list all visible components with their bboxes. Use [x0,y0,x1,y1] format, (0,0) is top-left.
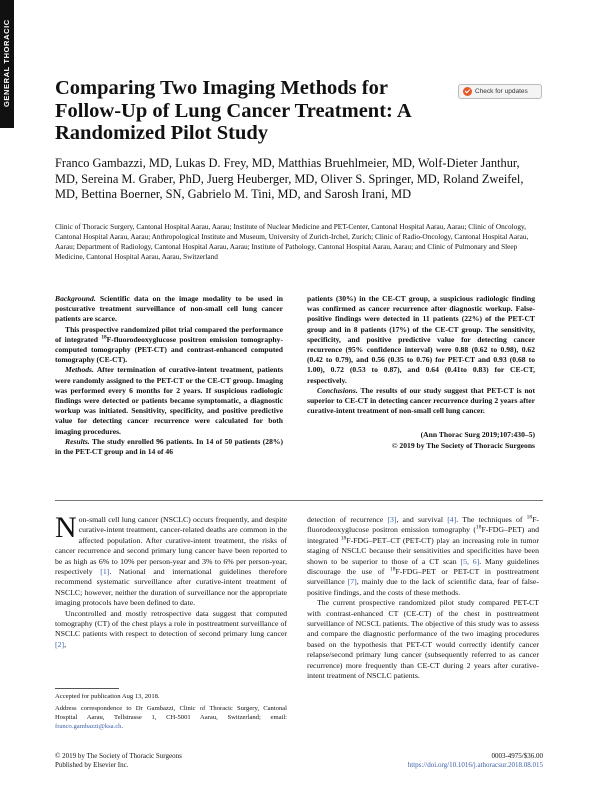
intro-paragraph-2-continued: detection of recurrence [3], and survival [4]. The techniques of $^{18}$F-fluorodeoxyglucose positron emission tomography ($^{18}$F-FDG–PET) and integrated $^{18}$F-FDG–PET–CT (PET-CT) play an increasing role in tumor staging of NSCLC because their sensitivities and specificities have been shown to be superior to those of a CT scan [5, 6]. Many guidelines discourage the use of $^{18}$F-FDG–PET or PET-CT in posttreatment surveillance [7], mainly due to the lack of scientific data, fear of false-positive findings, and the costs of these methods. [307,514,540,597]
drop-cap: N [55,511,77,544]
intro-paragraph-2: Uncontrolled and mostly retrospective data suggest that computed tomography (CT) of the chest plays a role in posttreatment surveillance of NSCLC patients with respect to detection of second primary lung cancer [2], [55,608,287,649]
abstract-copyright: © 2019 by The Society of Thoracic Surgeons [391,440,535,450]
check-for-updates-button[interactable] [458,84,542,99]
issn: 0003-4975/$36.00 [491,752,543,760]
reference-link-5-6[interactable]: [5, 6] [460,556,480,566]
abstract-conclusions: Conclusions. The results of our study suggest that PET-CT is not superior to CE-CT in detecting cancer recurrence during 2 years after curative-intent treatment of non-small cell lung cancer. [307,385,536,416]
affiliations: Clinic of Thoracic Surgery, Cantonal Hospital Aarau, Aarau; Institute of Nuclear Medicine and PET-Center, Cantonal Hospital Aarau, Aarau; Clinic of Oncology, Cantonal Hospital Aarau, Aarau; Anthropological Institute and Museum, University of Zurich-Irchel, Zurich; Clinic of Radio-Oncology, Cantonal Hospital Aarau, Aarau; Department of Radiology, Cantonal Hospital Aarau, Aarau; Institute of Pathology, Cantonal Hospital Aarau, Aarau; and Clinic of Pulmonary and Sleep Medicine, Cantonal Hospital Aarau, Aarau, Switzerland [55,222,529,261]
intro-paragraph-3: The current prospective randomized pilot study compared PET-CT with contrast-enhanced CT (CE-CT) of the chest in posttreatment surveillance of NCSCL patients. The objective of this study was to assess and compare the diagnostic performance of the two imaging procedures based on the hypothesis that PET-CT would correctly identify cancer relapse/second primary lung cancer (subsequently referred to as cancer recurrence) more frequently than CE-CT during 2 years after curative-intent treatment of NSCLC patients. [307,598,539,681]
body-left-column [55,511,287,650]
abstract-results: Results. The study enrolled 96 patients. In 14 of 50 patients (28%) in the PET-CT group and in 14 of 46 [55,436,283,457]
accepted-date: Accepted for publication Aug 13, 2018. [55,693,160,700]
journal-section-label: GENERAL THORACIC [2,19,11,107]
author-list: Franco Gambazzi, MD, Lukas D. Frey, MD, Matthias Bruehlmeier, MD, Wolf-Dieter Janthur, MD, Sereina M. Graber, PhD, Juerg Heuberger, MD, Oliver S. Springer, MD, Roland Zweifel, MD, Bettina Boerner, SN, Gabrielo M. Tini, MD, and Sarosh Irani, MD [55,156,524,201]
body-right-column [307,515,539,682]
journal-citation: (Ann Thorac Surg 2019;107:430–5) [420,430,535,440]
abstract-right-column [307,294,535,451]
abstract-background: Background. Scientific data on the image modality to be used in postcurative treatment surveillance of non-small cell lung cancer patients are scarce. [55,294,283,324]
abstract-left-column [55,294,283,457]
reference-link-4[interactable]: [4] [447,515,457,524]
reference-link-2[interactable]: [2] [55,639,65,649]
footnote-divider [55,688,119,689]
publisher-info: © 2019 by The Society of Thoracic Surgeons Published by Elsevier Inc. [55,752,182,770]
section-divider [55,500,543,501]
doi-link[interactable]: https://doi.org/10.1016/j.athoracsur.2018.08.015 [407,761,543,770]
check-updates-icon [463,87,472,96]
intro-paragraph-1: Non-small cell lung cancer (NSCLC) occurs frequently, and despite curative-intent treatment, cancer-related deaths are common in the affected population. After curative-intent treatment, the risks of cancer recurrence and second primary lung cancer have been reported to be as high as 6% to 10% per person-year and 3% to 6% per person-year, respectively [1]. National and international guidelines therefore recommend systematic surveillance after curative-intent treatment of NSCLC; however, neither the duration of surveillance nor the appropriate imaging protocols have been defined to date. [55,511,287,608]
abstract-methods: Methods. After termination of curative-intent treatment, patients were randomly assigned to the PET-CT or the CE-CT group. Imaging was performed every 6 months for 2 years. If suspicious radiologic findings were detected or patients became symptomatic, a diagnostic workup was initiated. Sensitivity, specificity, and positive predictive value for detecting cancer recurrence were calculated for both imaging procedures. [55,365,283,436]
abstract-background-2: This prospective randomized pilot trial compared the performance of integrated $^{18}$F-fluorodeoxyglucose positron emission tomography-computed tomography (PET-CT) and contrast-enhanced computed tomography (CE-CT). [55,324,283,365]
article-title: Comparing Two Imaging Methods for Follow-Up of Lung Cancer Treatment: A Randomized Pilot Study [55,77,411,144]
doi-info [408,752,543,771]
reference-link-3[interactable]: [3] [387,515,397,524]
journal-section-tab [0,0,14,128]
reference-link-7[interactable]: [7] [347,577,357,587]
check-updates-label: Check for updates [475,88,528,95]
author-email-link[interactable]: franco.gambazzi@ksa.ch [55,723,122,730]
correspondence-address: Address correspondence to Dr Gambazzi, Clinic of Thoracic Surgery, Cantonal Hospital Aarau, Tellstrasse 1, CH-5001 Aarau, Switzerland; email: franco.gambazzi@ksa.ch. [55,705,287,730]
reference-link-1[interactable]: [1] [100,567,110,577]
abstract-results-continued: patients (30%) in the CE-CT group, a suspicious radiologic finding was confirmed as cancer recurrence after diagnostic workup. False-positive findings were detected in 11 patients (22%) of the PET-CT group and in 8 patients (17%) of the CE-CT group. The sensitivity, specificity, and positive predictive value for detecting cancer recurrence (95% confidence interval) were 0.88 (0.62 to 0.98), 0.62 (0.42 to 0.79), and 0.56 (0.35 to 0.76) for PET-CT and 0.93 (0.68 to 1.00), 0.72 (0.53 to 0.87), and 0.64 (0.41to 0.83) for CE-CT, respectively. [307,294,535,385]
